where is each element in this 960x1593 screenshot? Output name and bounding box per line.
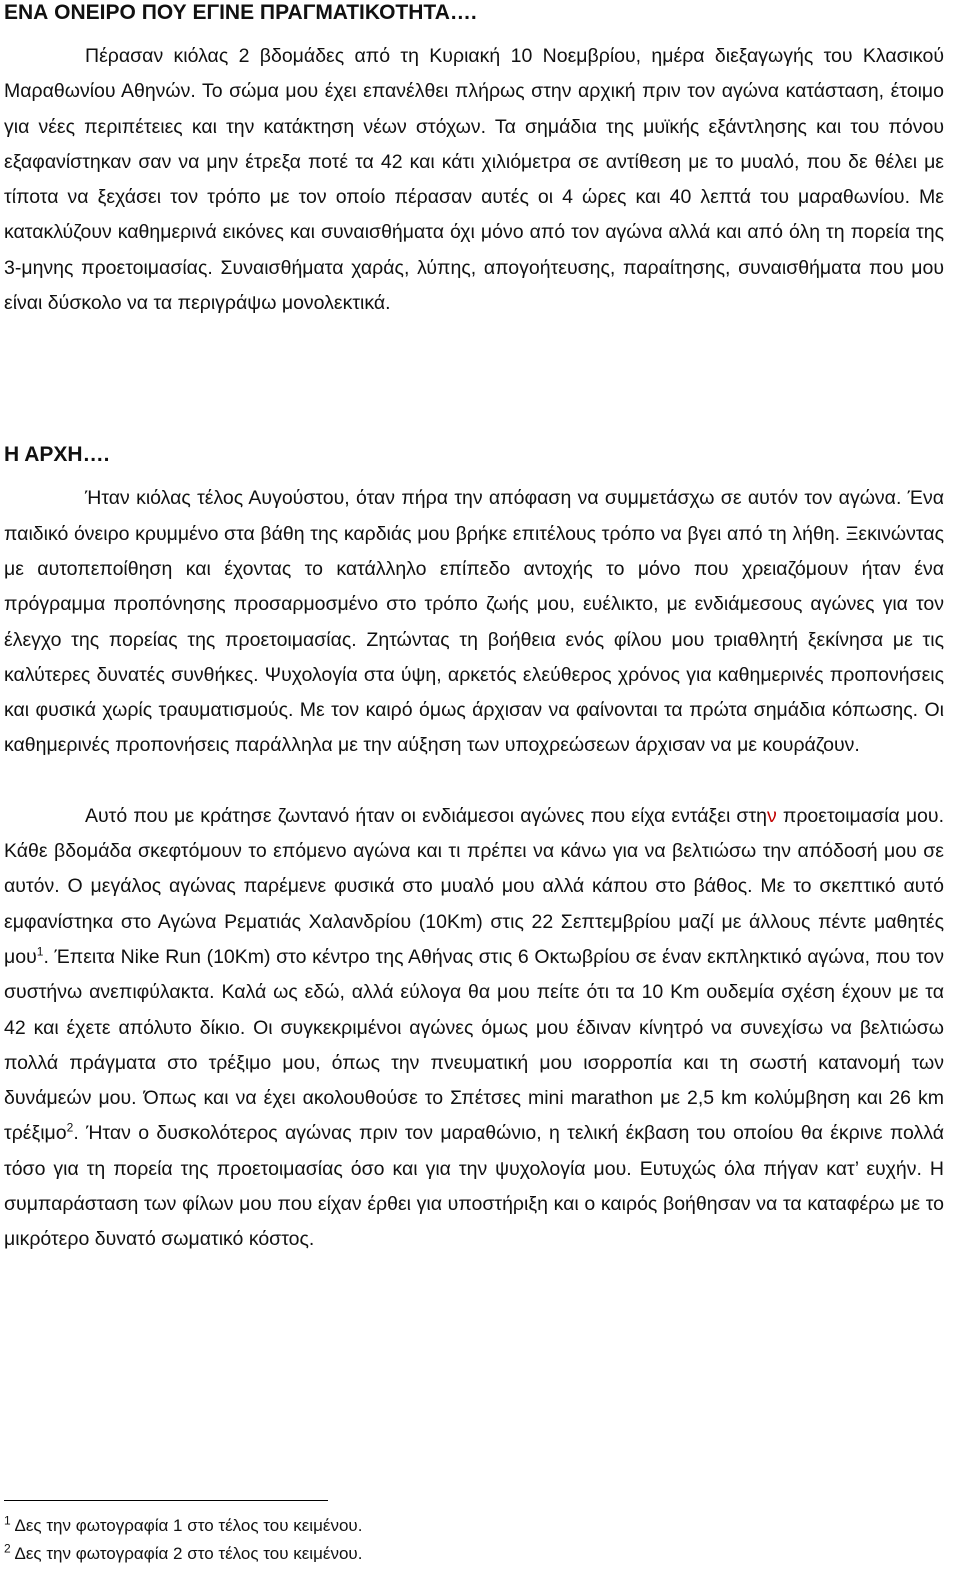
section-paragraph-1: Ήταν κιόλας τέλος Αυγούστου, όταν πήρα την απόφαση να συμμετάσχω σε αυτόν τον αγώνα. Ένα παιδικό όνειρο κρυμμένο στα βάθη της καρδιάς μου βρήκε επιτέλους τρόπο να βγει από τη λήθη. Ξεκινώντας με αυτοπεποίθηση και έχοντας το κατάλληλο επίπεδο αντοχής το μόνο που χρειαζόμουν ήταν ένα πρόγραμμα προπόνησης προσαρμοσμένο στο τρόπο ζωής μου, ευέλικτο, με ενδιάμεσους αγώνες για τον έλεγχο της πορείας της προετοιμασίας. Ζητώντας τη βοήθεια ενός φίλου μου τριαθλητή ξεκίνησα με τις καλύτερες δυνατές συνθήκες. Ψυχολογία στα ύψη, αρκετός ελεύθερος χρόνος για καθημερινές προπονήσεις και φυσικά χωρίς τραυματισμούς. Με τον καιρό όμως άρχισαν να φαίνονται τα πρώτα σημάδια κόπωσης. Οι καθημερινές προπονήσεις παράλληλα με την αύξηση των υποχρεώσεων άρχισαν να με κουράζουν. bbox=[4, 487, 944, 757]
paragraph-2-red-letter: ν bbox=[767, 804, 777, 827]
document-title: ΕΝΑ ΟΝΕΙΡΟ ΠΟΥ ΕΓΙΝΕ ΠΡΑΓΜΑΤΙΚΟΤΗΤΑ…. bbox=[4, 1, 477, 24]
section-paragraph-2 bbox=[4, 799, 944, 1258]
paragraph-2-part-c: . Έπειτα Nike Run (10Km) στο κέντρο της Αθήνας στις 6 Οκτωβρίου σε έναν εκπληκτικό αγώνα, που τον συστήνω ανεπιφύλακτα. Καλά ως εδώ, αλλά εύλογα θα μου πείτε ότι τα 10 Km ουδεμία σχέση έχουν με τα 42 και έχετε απόλυτο δίκιο. Οι συγκεκριμένοι αγώνες όμως μου έδιναν κίνητρό να συνεχίσω να βελτιώσω πολλά πράγματα στο τρέξιμο μου, όπως την πνευματική μου ισορροπία και τη σωστή κατανομή των δυνάμεών μου. Όπως και να έχει ακολουθούσε το Σπέτσες mini marathon με 2,5 km κολύμβηση και 26 km τρέξιμο bbox=[4, 945, 944, 1145]
document-page bbox=[4, 0, 944, 1258]
paragraph-2-part-a: Αυτό που με κράτησε ζωντανό ήταν οι ενδιάμεσοι αγώνες που είχα εντάξει στη bbox=[85, 804, 767, 827]
footnote-2-number: 2 bbox=[4, 1541, 11, 1556]
footnote-1-number: 1 bbox=[4, 1513, 11, 1528]
footnote-2 bbox=[4, 1540, 944, 1568]
paragraph-2-part-d: . Ήταν ο δυσκολότερος αγώνας πριν τον μαραθώνιο, η τελική έκβαση του οποίου θα έκρινε πολλά τόσο για τη πορεία της προετοιμασίας όσο και για την ψυχολογία μου. Ευτυχώς όλα πήγαν κατ’ ευχήν. Η συμπαράσταση των φίλων μου που είχαν έρθει για υποστήριξη και ο καιρός βοήθησαν να τα καταφέρω με το μικρότερο δυνατό σωματικό κόστος. bbox=[4, 1122, 944, 1251]
footnote-ref-2: 2 bbox=[66, 1120, 74, 1135]
footnote-separator bbox=[4, 1500, 328, 1501]
footnote-2-text: Δες την φωτογραφία 2 στο τέλος του κειμένου. bbox=[10, 1544, 363, 1563]
paragraph-2-part-b: προετοιμασία μου. Κάθε βδομάδα σκεφτόμουν το επόμενο αγώνα και τι πρέπει να κάνω για να βελτιώσω την απόδοσή μου σε αυτόν. Ο μεγάλος αγώνας παρέμενε φυσικά στο μυαλό μου αλλά κάπου στο βάθος. Με το σκεπτικό αυτό εμφανίστηκα στο Αγώνα Ρεματιάς Χαλανδρίου (10Km) στις 22 Σεπτεμβρίου μαζί με άλλους πέντε μαθητές μου bbox=[4, 804, 944, 968]
footnotes bbox=[4, 1512, 944, 1568]
footnote-ref-1: 1 bbox=[36, 944, 44, 959]
footnote-1 bbox=[4, 1512, 944, 1540]
section-heading: Η ΑΡΧΗ…. bbox=[4, 443, 110, 467]
footnote-1-text: Δες την φωτογραφία 1 στο τέλος του κειμένου. bbox=[10, 1516, 363, 1535]
intro-paragraph: Πέρασαν κιόλας 2 βδομάδες από τη Κυριακή 10 Νοεμβρίου, ημέρα διεξαγωγής του Κλασικού Μαραθωνίου Αθηνών. Το σώμα μου έχει επανέλθει πλήρως στην αρχική πριν τον αγώνα κατάσταση, έτοιμο για νέες περιπέτειες και την κατάκτηση νέων στόχων. Τα σημάδια της μυϊκής εξάντλησης και του πόνου εξαφανίστηκαν σαν να μην έτρεξα ποτέ τα 42 και κάτι χιλιόμετρα σε αντίθεση με το μυαλό, που δε θέλει με τίποτα να ξεχάσει τον τρόπο με τον οποίο πέρασαν αυτές οι 4 ώρες και 40 λεπτά του μαραθωνίου. Με κατακλύζουν καθημερινά εικόνες και συναισθήματα όχι μόνο από τον αγώνα αλλά και από όλη τη πορεία της 3-μηνης προετοιμασίας. Συναισθήματα χαράς, λύπης, απογοήτευσης, παραίτησης, συναισθήματα που μου είναι δύσκολο να τα περιγράψω μονολεκτικά. bbox=[4, 45, 944, 315]
